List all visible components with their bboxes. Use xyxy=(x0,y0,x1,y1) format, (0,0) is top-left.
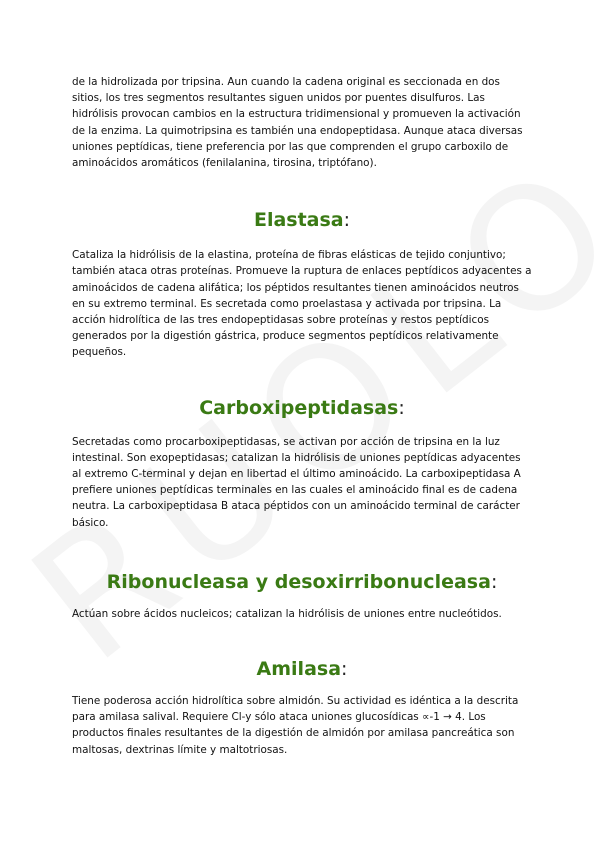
heading-colon: : xyxy=(341,658,348,681)
paragraph-amilasa: Tiene poderosa acción hidrolítica sobre almidón. Su actividad es idéntica a la descrita para amilasa salival. Requiere Cl-y sólo ataca uniones glucosídicas ∝-1 → 4. Los productos finales resultantes de la digestión de almidón por amilasa pancreática son maltosas, dextrinas límite y maltotriosas. xyxy=(72,695,519,756)
heading-ribonucleasa xyxy=(72,570,532,594)
heading-ribonucleasa-text: Ribonucleasa y desoxirribonucleasa xyxy=(106,570,491,593)
intro-paragraph: de la hidrolizada por tripsina. Aun cuando la cadena original es seccionada en dos sitios, los tres segmentos resultantes siguen unidos por puentes disulfuros. Las hidrólisis provocan cambios en la estructura tridimensional y promueven la activación de la enzima. La quimotripsina es también una endopeptidasa. Aunque ataca diversas uniones peptídicas, tiene preferencia por las que comprenden el grupo carboxilo de aminoácidos aromáticos (fenilalanina, tirosina, triptófano). xyxy=(72,76,523,170)
document-page xyxy=(72,74,532,758)
paragraph-carboxipeptidasas: Secretadas como procarboxipeptidasas, se activan por acción de tripsina en la luz intestinal. Son exopeptidasas; catalizan la hidrólisis de uniones peptídicas adyacentes al extremo C-terminal y dejan en libertad el último aminoácido. La carboxipeptidasa A prefiere uniones peptídicas terminales en las cuales el aminoácido final es de cadena neutra. La carboxipeptidasa B ataca péptidos con un aminoácido terminal de carácter básico. xyxy=(72,435,521,529)
heading-amilasa xyxy=(72,657,532,681)
paragraph-ribonucleasa: Actúan sobre ácidos nucleicos; catalizan la hidrólisis de uniones entre nucleótidos. xyxy=(72,607,502,620)
heading-carboxipeptidasas-text: Carboxipeptidasas xyxy=(199,396,399,419)
heading-colon: : xyxy=(490,570,498,593)
paragraph-elastasa: Cataliza la hidrólisis de la elastina, proteína de fibras elásticas de tejido conjuntivo; también ataca otras proteínas. Promueve la ruptura de enlaces peptídicos adyacentes a aminoácidos de cadena alifática; los péptidos resultantes tienen aminoácidos neutros en su extremo terminal. Es secretada como proelastasa y activada por tripsina. La acción hidrolítica de las tres endopeptidasas sobre proteínas y restos peptídicos generados por la digestión gástrica, produce segmentos peptídicos relativamente pequeños. xyxy=(72,249,532,359)
heading-elastasa-text: Elastasa xyxy=(253,209,344,232)
heading-amilasa-text: Amilasa xyxy=(256,658,342,681)
heading-colon: : xyxy=(398,396,405,419)
heading-colon: : xyxy=(343,209,351,232)
heading-carboxipeptidasas xyxy=(72,396,532,420)
heading-elastasa xyxy=(72,208,532,232)
